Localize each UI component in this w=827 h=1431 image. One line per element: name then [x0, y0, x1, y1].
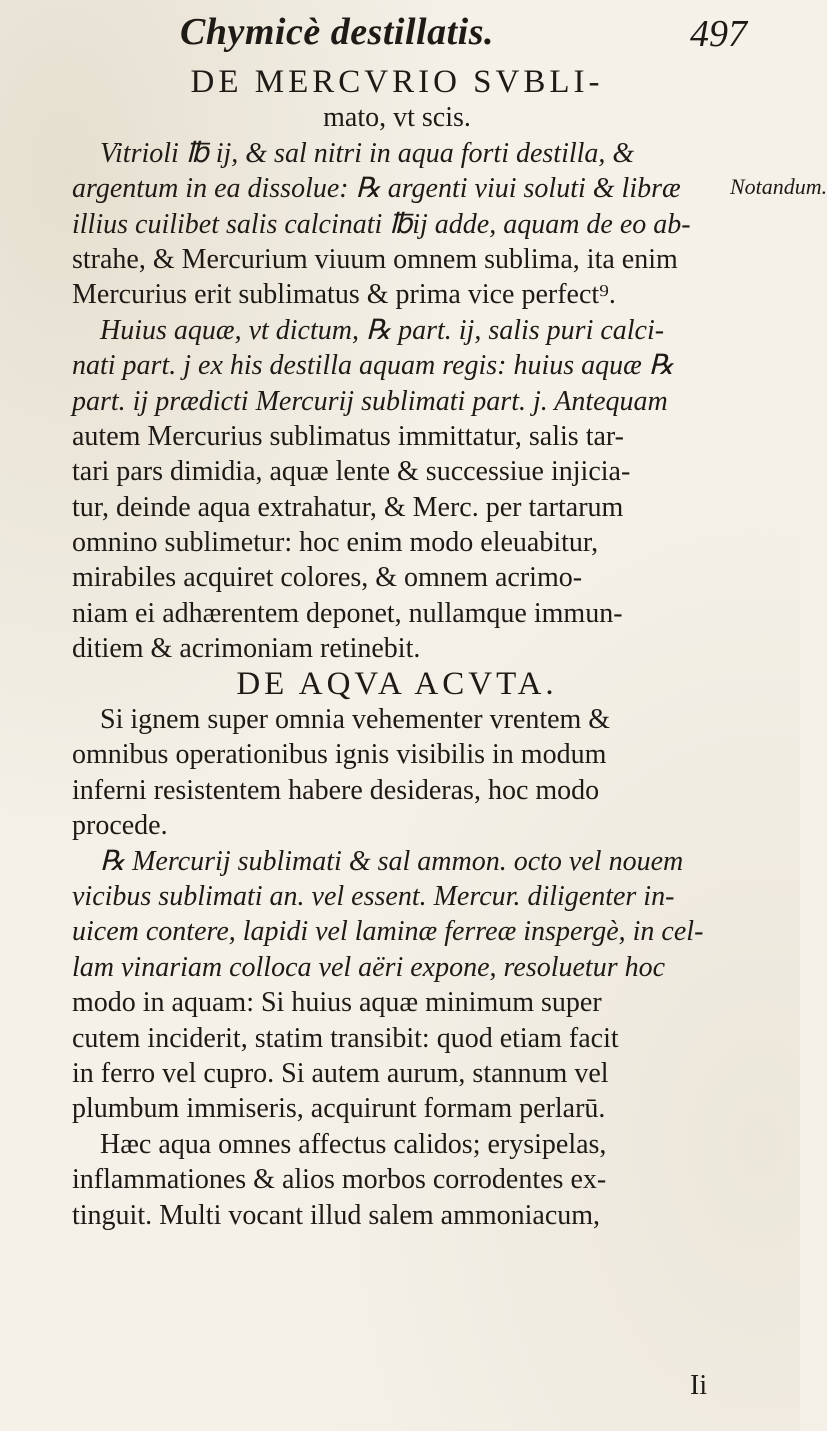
text-line: mato, vt scis.	[323, 102, 471, 134]
text-line: omnino sublimetur: hoc enim modo eleuabitur,	[72, 527, 599, 559]
text-line: in ferro vel cupro. Si autem aurum, stannum vel	[72, 1057, 609, 1089]
text-line: part. ij prædicti Mercurij sublimati part. j. Antequam	[72, 385, 668, 417]
text-line: DE AQVA ACVTA.	[236, 665, 558, 702]
page-header	[0, 0, 800, 70]
text-line: procede.	[72, 810, 168, 842]
text-line: ditiem & acrimoniam retinebit.	[72, 633, 421, 665]
text-line: Vitrioli ℔ ij, & sal nitri in aqua forti destilla, &	[100, 137, 635, 169]
text-line: argentum in ea dissolue: ℞ argenti viui soluti & libræ	[72, 173, 681, 205]
text-line: strahe, & Mercurium viuum omnem sublima, ita enim	[72, 243, 678, 275]
text-line: niam ei adhærentem deponet, nullamque immun-	[72, 597, 623, 629]
text-line: tari pars dimidia, aquæ lente & successiue injicia-	[72, 456, 631, 488]
text-line: tinguit. Multi vocant illud salem ammoniacum,	[72, 1199, 601, 1231]
text-line: autem Mercurius sublimatus immittatur, salis tar-	[72, 420, 624, 452]
running-head: Chymicè destillatis.	[180, 11, 494, 53]
text-line: vicibus sublimati an. vel essent. Mercur. diligenter in-	[72, 880, 675, 912]
text-line: nati part. j ex his destilla aquam regis: huius aquæ ℞	[72, 350, 674, 382]
text-line: plumbum immiseris, acquirunt formam perlarū.	[72, 1093, 606, 1125]
margin-note: Notandum.	[730, 174, 827, 199]
text-line: mirabiles acquiret colores, & omnem acrimo-	[72, 562, 583, 594]
catchword: Ii	[690, 1370, 708, 1401]
text-line: Mercurius erit sublimatus & prima vice perfect⁹.	[72, 279, 616, 311]
text-line: modo in aquam: Si huius aquæ minimum super	[72, 987, 602, 1019]
text-line: illius cuilibet salis calcinati ℔ij adde, aquam de eo ab-	[72, 208, 691, 240]
text-line: Si ignem super omnia vehementer vrentem &	[100, 704, 611, 736]
text-line: cutem inciderit, statim transibit: quod etiam facit	[72, 1022, 619, 1054]
main-text	[72, 65, 722, 1233]
text-line: Huius aquæ, vt dictum, ℞ part. ij, salis puri calci-	[100, 314, 665, 346]
text-line: omnibus operationibus ignis visibilis in modum	[72, 739, 607, 771]
text-line: lam vinariam colloca vel aëri expone, resoluetur hoc	[72, 951, 666, 983]
text-line: ℞ Mercurij sublimati & sal ammon. octo vel nouem	[100, 845, 684, 877]
text-line: DE MERCVRIO SVBLI-	[190, 64, 604, 100]
text-line: Hæc aqua omnes affectus calidos; erysipelas,	[100, 1128, 607, 1160]
page-number: 497	[690, 13, 747, 55]
text-line: inflammationes & alios morbos corrodentes ex-	[72, 1164, 607, 1196]
text-line: tur, deinde aqua extrahatur, & Merc. per tartarum	[72, 491, 624, 523]
text-line: inferni resistentem habere desideras, hoc modo	[72, 774, 600, 806]
text-line: uicem contere, lapidi vel laminæ ferreæ inspergè, in cel-	[72, 916, 704, 948]
